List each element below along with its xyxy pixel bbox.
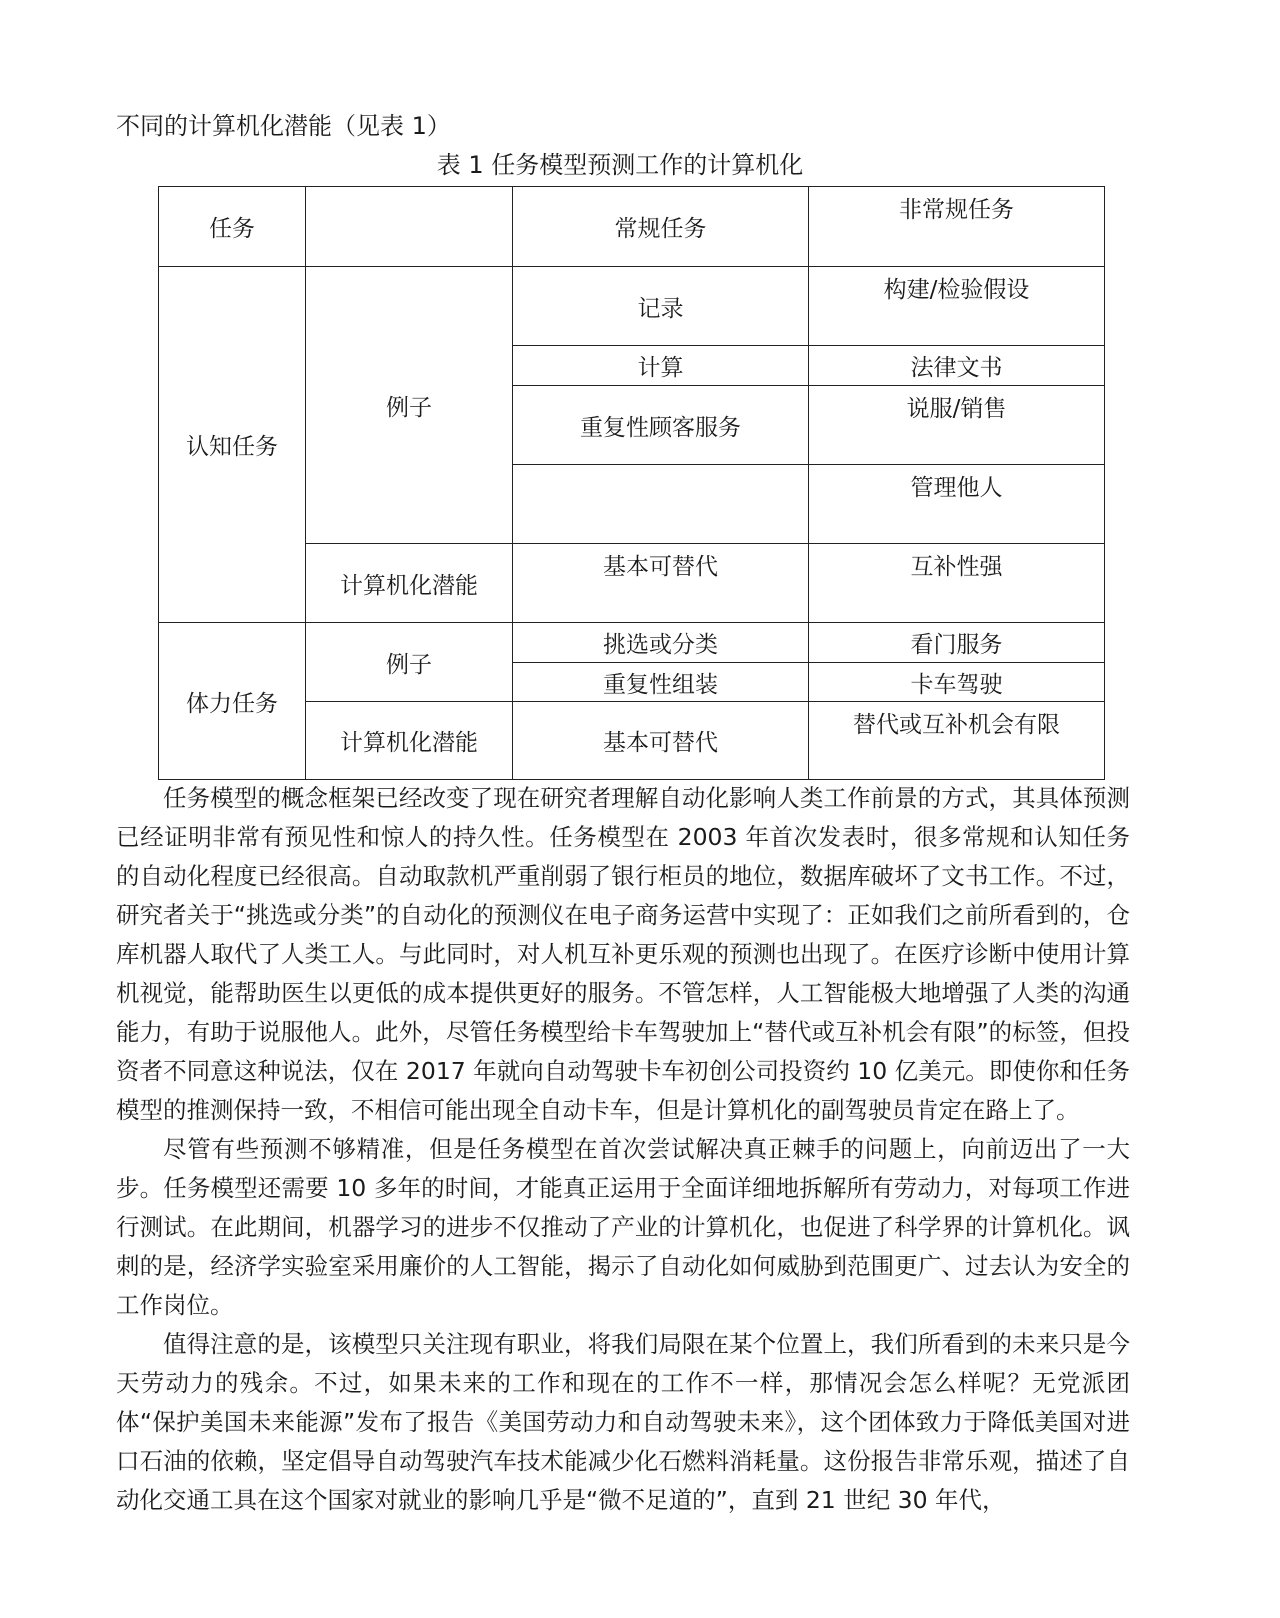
header-nonroutine-cell: 非常规任务 xyxy=(809,187,1105,267)
table-header-row xyxy=(159,187,1105,267)
physical-examples-label: 例子 xyxy=(306,623,513,702)
body-text xyxy=(116,779,1130,1520)
table-cell: 重复性顾客服务 xyxy=(513,386,809,465)
table-cell: 计算 xyxy=(513,346,809,386)
table-cell: 替代或互补机会有限 xyxy=(809,702,1105,780)
header-routine-cell: 常规任务 xyxy=(513,187,809,267)
table-row xyxy=(159,623,1105,663)
paragraph: 尽管有些预测不够精准，但是任务模型在首次尝试解决真正棘手的问题上，向前迈出了一大步。任务模型还需要 10 多年的时间，才能真正运用于全面详细地拆解所有劳动力，对每项工作进行测试。在此期间，机器学习的进步不仅推动了产业的计算机化，也促进了科学界的计算机化。讽刺的是，经济学实验室采用廉价的人工智能，揭示了自动化如何威胁到范围更广、过去认为安全的工作岗位。 xyxy=(116,1135,1130,1319)
table-cell xyxy=(513,465,809,544)
table-row xyxy=(159,267,1105,346)
cognitive-potential-label: 计算机化潜能 xyxy=(306,544,513,623)
table-cell: 互补性强 xyxy=(809,544,1105,623)
paragraph: 值得注意的是，该模型只关注现有职业，将我们局限在某个位置上，我们所看到的未来只是今天劳动力的残余。不过，如果未来的工作和现在的工作不一样，那情况会怎么样呢？无党派团体“保护美国未来能源”发布了报告《美国劳动力和自动驾驶未来》，这个团体致力于降低美国对进口石油的依赖，坚定倡导自动驾驶汽车技术能减少化石燃料消耗量。这份报告非常乐观，描述了自动化交通工具在这个国家对就业的影响几乎是“微不足道的”，直到 21 世纪 30 年代， xyxy=(116,1330,1130,1514)
table-cell: 管理他人 xyxy=(809,465,1105,544)
table-cell: 记录 xyxy=(513,267,809,346)
table-cell: 挑选或分类 xyxy=(513,623,809,663)
table-cell: 基本可替代 xyxy=(513,544,809,623)
cognitive-task-label: 认知任务 xyxy=(159,267,306,623)
table-cell: 法律文书 xyxy=(809,346,1105,386)
cognitive-examples-label: 例子 xyxy=(306,267,513,544)
physical-task-label: 体力任务 xyxy=(159,623,306,780)
intro-line: 不同的计算机化潜能（见表 1） xyxy=(116,112,451,140)
table-title: 表 1 任务模型预测工作的计算机化 xyxy=(436,151,804,179)
header-task-cell: 任务 xyxy=(159,187,306,267)
paragraph: 任务模型的概念框架已经改变了现在研究者理解自动化影响人类工作前景的方式，其具体预测已经证明非常有预见性和惊人的持久性。任务模型在 2003 年首次发表时，很多常规和认知任务的自动化程度已经很高。自动取款机严重削弱了银行柜员的地位，数据库破坏了文书工作。不过，研究者关于“挑选或分类”的自动化的预测仪在电子商务运营中实现了：正如我们之前所看到的，仓库机器人取代了人类工人。与此同时，对人机互补更乐观的预测也出现了。在医疗诊断中使用计算机视觉，能帮助医生以更低的成本提供更好的服务。不管怎样，人工智能极大地增强了人类的沟通能力，有助于说服他人。此外，尽管任务模型给卡车驾驶加上“替代或互补机会有限”的标签，但投资者不同意这种说法，仅在 2017 年就向自动驾驶卡车初创公司投资约 10 亿美元。即使你和任务模型的推测保持一致，不相信可能出现全自动卡车，但是计算机化的副驾驶员肯定在路上了。 xyxy=(116,784,1130,1124)
physical-potential-label: 计算机化潜能 xyxy=(306,702,513,780)
task-model-table xyxy=(158,186,1105,780)
table-cell: 基本可替代 xyxy=(513,702,809,780)
header-empty-cell xyxy=(306,187,513,267)
table-cell: 说服/销售 xyxy=(809,386,1105,465)
table-cell: 重复性组装 xyxy=(513,663,809,702)
table-cell: 看门服务 xyxy=(809,623,1105,663)
table-cell: 构建/检验假设 xyxy=(809,267,1105,346)
table-cell: 卡车驾驶 xyxy=(809,663,1105,702)
